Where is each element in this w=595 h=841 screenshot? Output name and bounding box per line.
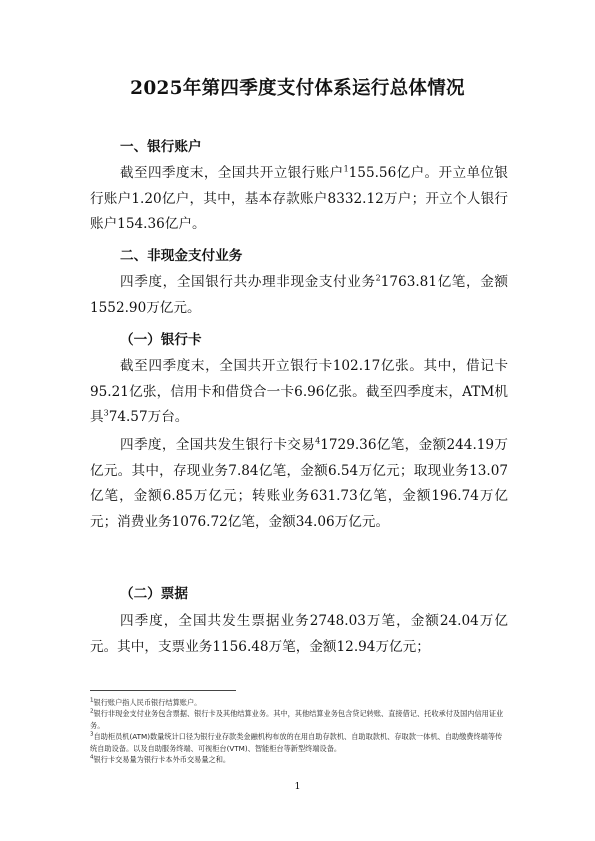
subsection-heading-bank-cards: （一）银行卡 <box>120 332 202 348</box>
section-heading-bank-accounts: 一、银行账户 <box>120 139 202 155</box>
footnote-ref-3: 3 <box>103 408 109 418</box>
section-heading-noncash-payments: 二、非现金支付业务 <box>120 248 243 264</box>
paragraph-noncash-payments: 四季度，全国银行共办理非现金支付业务$^2$1763.81亿笔，金额1552.90万亿元。 <box>90 273 508 316</box>
footnotes <box>90 697 508 765</box>
paragraph-bank-cards-count: 截至四季度末，全国共开立银行卡102.17亿张。其中，借记卡95.21亿张，信用卡和借贷合一卡6.96亿张。截至四季度末，ATM机具$^3$74.57万台。 <box>90 358 508 426</box>
paragraph-bills: 四季度，全国共发生票据业务2748.03万笔，金额24.04万亿元。其中，支票业务1156.48万笔，金额12.94万亿元； <box>90 613 508 655</box>
footnote-ref-2: 2 <box>375 273 381 283</box>
paragraph-bank-card-transactions: 四季度，全国共发生银行卡交易$^4$1729.36亿笔，金额244.19万亿元。其中，存现业务7.84亿笔，金额6.54万亿元；取现业务13.07亿笔，金额6.85万亿元；转账业务631.73亿笔，金额196.74万亿元；消费业务1076.72亿笔，金额34.06万亿元。 <box>90 436 509 530</box>
footnote-separator <box>90 690 236 691</box>
subsection-heading-bills: （二）票据 <box>120 586 188 602</box>
footnote-1: $^1$银行账户指人民币银行结算账户。 <box>90 697 202 707</box>
footnote-4: $^4$银行卡交易量为银行卡本外币交易量之和。 <box>90 754 231 765</box>
footnote-ref-4: 4 <box>315 436 321 446</box>
footnote-ref-1: 1 <box>343 164 349 174</box>
paragraph-bank-accounts: 截至四季度末，全国共开立银行账户$^1$155.56亿户。开立单位银行账户1.20亿户，其中，基本存款账户8332.12万户；开立个人银行账户154.36亿户。 <box>90 164 508 233</box>
page-number: 1 <box>294 781 301 792</box>
footnote-2: $^2$银行非现金支付业务包含票据、银行卡及其他结算业务。其中，其他结算业务包含贷记转账、直接借记、托收承付及国内信用证业务。 <box>90 709 504 730</box>
document-title: 2025年第四季度支付体系运行总体情况 <box>130 78 465 99</box>
footnote-3: $^3$自助柜员机(ATM)数量统计口径为银行业存款类金融机构布放的在用自助存款机、自助取款机、存取款一体机、自助缴费终端等传统自助设备。以及自助服务终端、可视柜台(VTM)、智能柜台等新型终端设备。 <box>90 731 503 753</box>
